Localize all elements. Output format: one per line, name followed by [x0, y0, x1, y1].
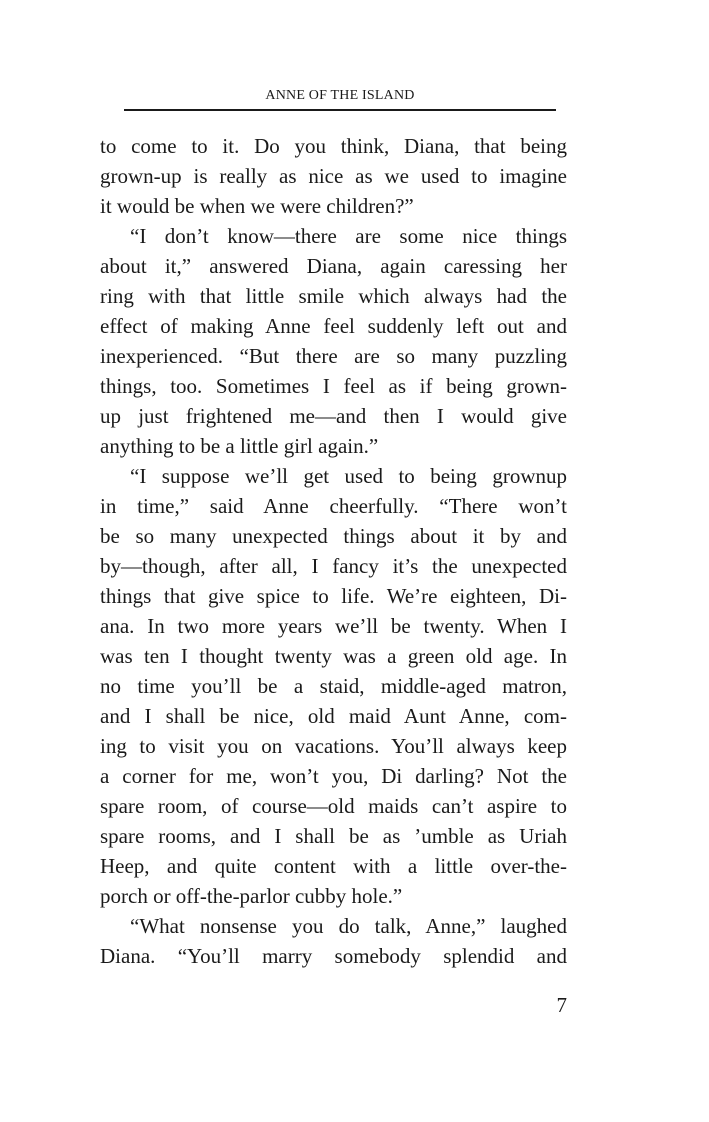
text-line: was ten I thought twenty was a green old age. In: [100, 644, 567, 668]
text-line: be so many unexpected things about it by and: [100, 524, 567, 548]
text-line: inexperienced. “But there are so many puzzling: [100, 344, 567, 368]
text-line: up just frightened me—and then I would give: [100, 404, 567, 428]
text-line: effect of making Anne feel suddenly left out and: [100, 314, 567, 338]
text-line: ing to visit you on vacations. You’ll always keep: [100, 734, 567, 758]
text-line: spare room, of course—old maids can’t aspire to: [100, 794, 567, 818]
text-line: ana. In two more years we’ll be twenty. When I: [100, 614, 567, 638]
text-line: things, too. Sometimes I feel as if being grown-: [100, 374, 567, 398]
running-head: ANNE OF THE ISLAND: [265, 88, 415, 103]
text-line: “I suppose we’ll get used to being grownup: [130, 464, 567, 488]
header-rule: [124, 109, 556, 111]
text-line: Heep, and quite content with a little over-the-: [100, 854, 567, 878]
body-text: [100, 131, 567, 971]
text-line: to come to it. Do you think, Diana, that being: [100, 134, 567, 158]
text-line: Diana. “You’ll marry somebody splendid and: [100, 944, 567, 968]
text-line: “What nonsense you do talk, Anne,” laughed: [130, 914, 567, 938]
text-line: a corner for me, won’t you, Di darling? Not the: [100, 764, 567, 788]
text-line: anything to be a little girl again.”: [100, 434, 379, 458]
text-line: things that give spice to life. We’re eighteen, Di-: [100, 584, 567, 608]
text-line: porch or off-the-parlor cubby hole.”: [100, 884, 403, 908]
text-line: spare rooms, and I shall be as ’umble as Uriah: [100, 824, 567, 848]
text-line: it would be when we were children?”: [100, 194, 414, 218]
text-line: about it,” answered Diana, again caressing her: [100, 254, 567, 278]
text-line: in time,” said Anne cheerfully. “There won’t: [100, 494, 567, 518]
text-line: by—though, after all, I fancy it’s the unexpected: [100, 554, 567, 578]
text-line: no time you’ll be a staid, middle-aged matron,: [100, 674, 567, 698]
page-number: 7: [556, 993, 567, 1017]
text-line: and I shall be nice, old maid Aunt Anne, com-: [100, 704, 567, 728]
text-line: ring with that little smile which always had the: [100, 284, 567, 308]
text-line: “I don’t know—there are some nice things: [130, 224, 567, 248]
text-line: grown-up is really as nice as we used to imagine: [100, 164, 567, 188]
